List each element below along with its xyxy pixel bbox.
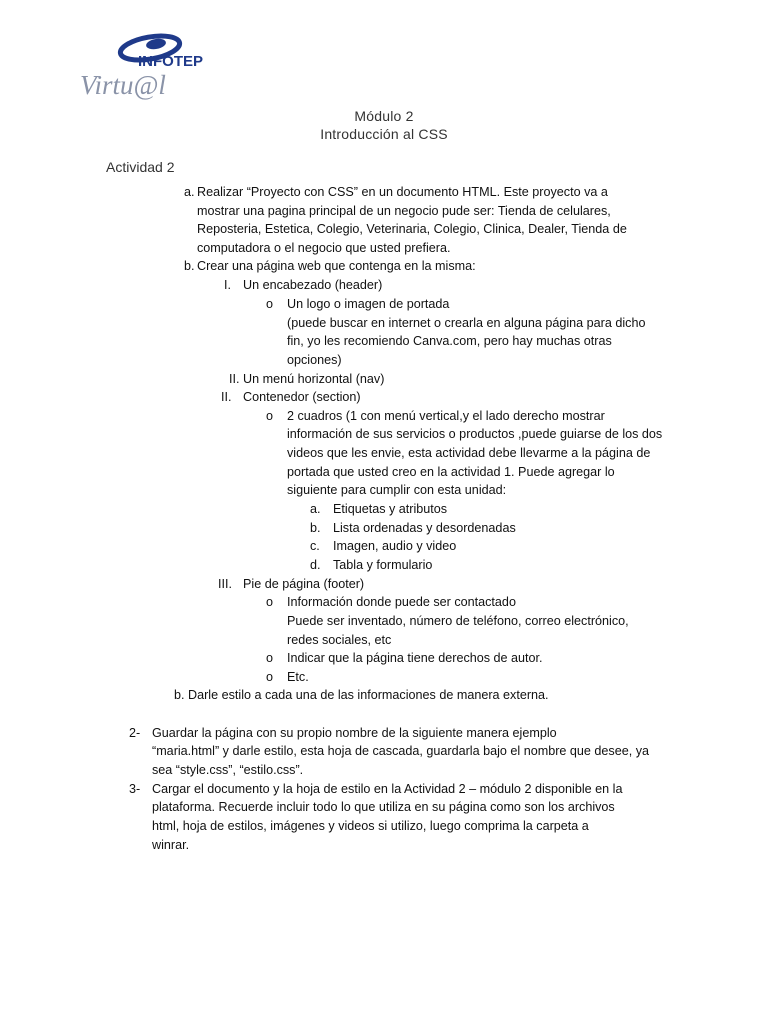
instruction-line: siguiente para cumplir con esta unidad: bbox=[287, 483, 507, 497]
instruction-line: videos que les envie, esta actividad debe llevarme a la página de bbox=[287, 446, 651, 460]
list-marker: III. bbox=[218, 577, 232, 591]
instruction-line: Lista ordenadas y desordenadas bbox=[333, 521, 516, 535]
instruction-line: Realizar “Proyecto con CSS” en un documento HTML. Este proyecto va a bbox=[197, 185, 608, 199]
instruction-line: Puede ser inventado, número de teléfono, correo electrónico, bbox=[287, 614, 629, 628]
list-marker: o bbox=[266, 409, 274, 423]
list-marker: a. bbox=[184, 185, 195, 199]
instruction-line: b. Darle estilo a cada una de las informaciones de manera externa. bbox=[174, 688, 549, 702]
instruction-line: información de sus servicios o productos ,puede guiarse de los dos bbox=[287, 427, 663, 441]
instruction-line: Información donde puede ser contactado bbox=[287, 595, 516, 609]
instruction-line: Etiquetas y atributos bbox=[333, 502, 448, 516]
list-marker: d. bbox=[310, 558, 321, 572]
instruction-line: Etc. bbox=[287, 670, 309, 684]
activity-label: Actividad 2 bbox=[106, 159, 175, 175]
page-subtitle: Introducción al CSS bbox=[320, 126, 448, 142]
instruction-line: computadora o el negocio que usted prefiera. bbox=[197, 241, 451, 255]
instruction-line: Un logo o imagen de portada bbox=[287, 297, 450, 311]
infotep-logo bbox=[76, 28, 204, 100]
instruction-line: II. Un menú horizontal (nav) bbox=[229, 372, 385, 386]
instruction-line: Un encabezado (header) bbox=[243, 278, 383, 292]
list-marker: 2- bbox=[129, 726, 141, 740]
logo-text-virtual: Virtu@l bbox=[80, 70, 166, 100]
instruction-line: Crear una página web que contenga en la misma: bbox=[197, 259, 476, 273]
instruction-line: sea “style.css”, “estilo.css”. bbox=[152, 763, 304, 777]
instruction-line: winrar. bbox=[152, 838, 190, 852]
instruction-line: Reposteria, Estetica, Colegio, Veterinaria, Colegio, Clinica, Dealer, Tienda de bbox=[197, 222, 627, 236]
list-marker: I. bbox=[224, 278, 231, 292]
instruction-line: redes sociales, etc bbox=[287, 633, 392, 647]
list-marker: o bbox=[266, 670, 274, 684]
list-marker: 3- bbox=[129, 782, 141, 796]
list-marker: o bbox=[266, 297, 274, 311]
logo-text-infotep: INFOTEP bbox=[138, 53, 204, 70]
list-marker: o bbox=[266, 651, 274, 665]
instruction-line: Tabla y formulario bbox=[333, 558, 433, 572]
instruction-line: portada que usted creo en la actividad 1. Puede agregar lo bbox=[287, 465, 615, 479]
instruction-line: 2 cuadros (1 con menú vertical,y el lado derecho mostrar bbox=[287, 409, 605, 423]
list-marker: II. bbox=[221, 390, 232, 404]
instruction-line: “maria.html” y darle estilo, esta hoja de cascada, guardarla bajo el nombre que desee, ya bbox=[152, 744, 650, 758]
list-marker: b. bbox=[310, 521, 321, 535]
list-marker: b. bbox=[184, 259, 195, 273]
instruction-line: opciones) bbox=[287, 353, 342, 367]
instruction-line: fin, yo les recomiendo Canva.com, pero hay muchas otras bbox=[287, 334, 612, 348]
instruction-line: html, hoja de estilos, imágenes y videos si utilizo, luego comprima la carpeta a bbox=[152, 819, 589, 833]
instruction-line: Contenedor (section) bbox=[243, 390, 361, 404]
instruction-line: Cargar el documento y la hoja de estilo en la Actividad 2 – módulo 2 disponible en la bbox=[152, 782, 623, 796]
infotep-logo-graphic bbox=[76, 28, 204, 100]
instruction-line: Guardar la página con su propio nombre de la siguiente manera ejemplo bbox=[152, 726, 557, 740]
instruction-line: Pie de página (footer) bbox=[243, 577, 365, 591]
instruction-line: Indicar que la página tiene derechos de autor. bbox=[287, 651, 543, 665]
list-marker: a. bbox=[310, 502, 321, 516]
page-title: Módulo 2 bbox=[354, 108, 414, 124]
instruction-line: Imagen, audio y video bbox=[333, 539, 457, 553]
list-marker: c. bbox=[310, 539, 320, 553]
instruction-line: plataforma. Recuerde incluir todo lo que utiliza en su página como son los archivos bbox=[152, 800, 615, 814]
instruction-line: (puede buscar en internet o crearla en alguna página para dicho bbox=[287, 316, 646, 330]
list-marker: o bbox=[266, 595, 274, 609]
instruction-line: mostrar una pagina principal de un negocio pude ser: Tienda de celulares, bbox=[197, 204, 611, 218]
